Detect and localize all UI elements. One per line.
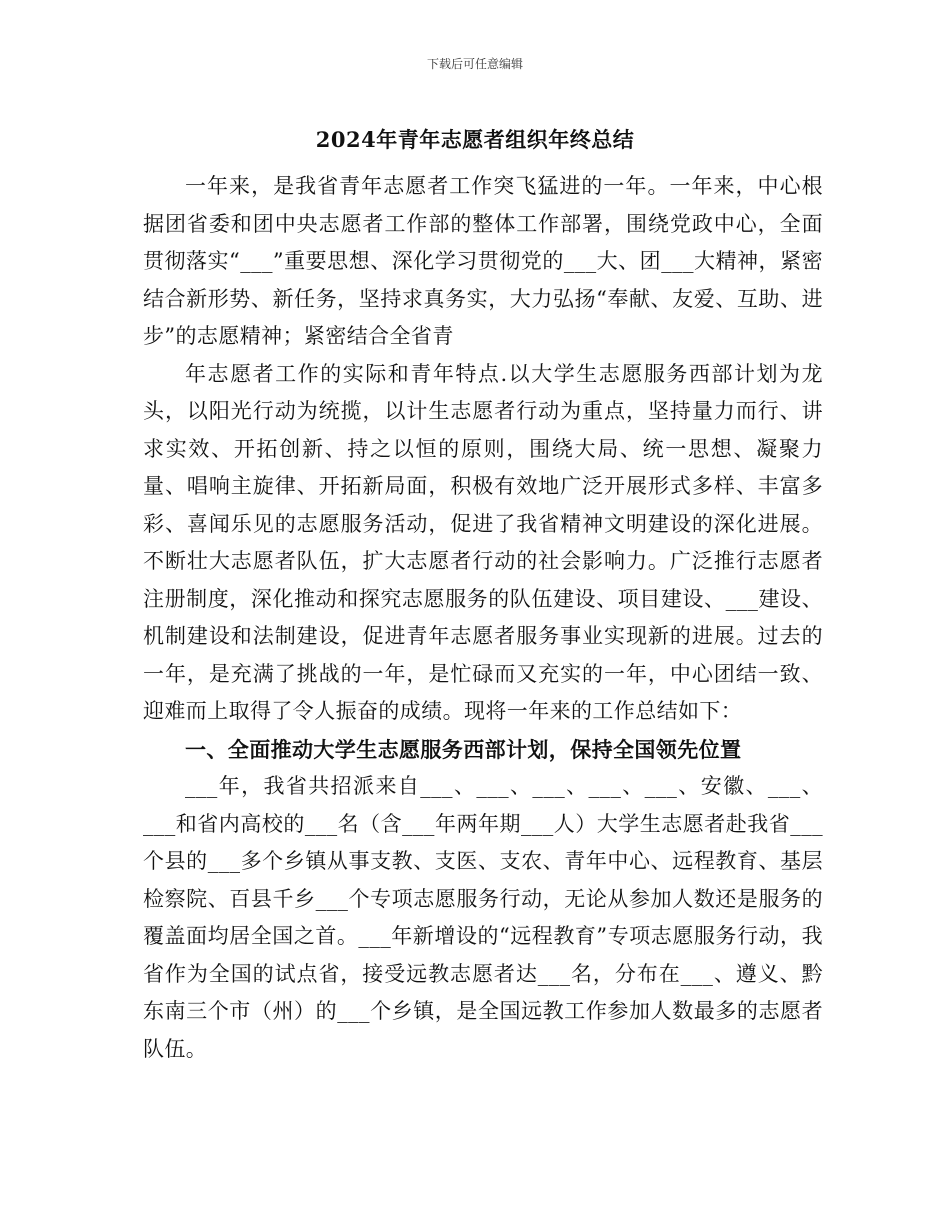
document-title: 2024年青年志愿者组织年终总结 [315, 127, 635, 152]
header-note: 下载后可任意编辑 [426, 57, 523, 71]
document-body [143, 168, 823, 1068]
paragraph-overview: 年志愿者工作的实际和青年特点.以大学生志愿服务西部计划为龙头，以阳光行动为统揽，以计生志愿者行动为重点，坚持量力而行、讲求实效、开拓创新、持之以恒的原则，围绕大局、统一思想、凝聚力量、唱响主旋律、开拓新局面，积极有效地广泛开展形式多样、丰富多彩、喜闻乐见的志愿服务活动，促进了我省精神文明建设的深化进展。不断壮大志愿者队伍，扩大志愿者行动的社会影响力。广泛推行志愿者注册制度，深化推动和探究志愿服务的队伍建设、项目建设、___建设、机制建设和法制建设，促进青年志愿者服务事业实现新的进展。过去的一年，是充满了挑战的一年，是忙碌而又充实的一年，中心团结一致、迎难而上取得了令人振奋的成绩。现将一年来的工作总结如下： [143, 361, 823, 723]
paragraph-intro: 一年来，是我省青年志愿者工作突飞猛进的一年。一年来，中心根据团省委和团中央志愿者工作部的整体工作部署，围绕党政中心，全面贯彻落实“___”重要思想、深化学习贯彻党的___大、团___大精神，紧密结合新形势、新任务，坚持求真务实，大力弘扬“奉献、友爱、互助、进步”的志愿精神；紧密结合全省青 [143, 174, 823, 348]
section-heading-1: 一、全面推动大学生志愿服务西部计划，保持全国领先位置 [185, 736, 742, 762]
paragraph-section-1: ___年，我省共招派来自___、___、___、___、___、安徽、___、___和省内高校的___名（含___年两年期___人）大学生志愿者赴我省___个县的___多个乡镇从事支教、支医、支农、青年中心、远程教育、基层检察院、百县千乡___个专项志愿服务行动，无论从参加人数还是服务的覆盖面均居全国之首。___年新增设的“远程教育”专项志愿服务行动，我省作为全国的试点省，接受远教志愿者达___名，分布在___、遵义、黔东南三个市（州）的___个乡镇，是全国远教工作参加人数最多的志愿者队伍。 [143, 774, 823, 1061]
